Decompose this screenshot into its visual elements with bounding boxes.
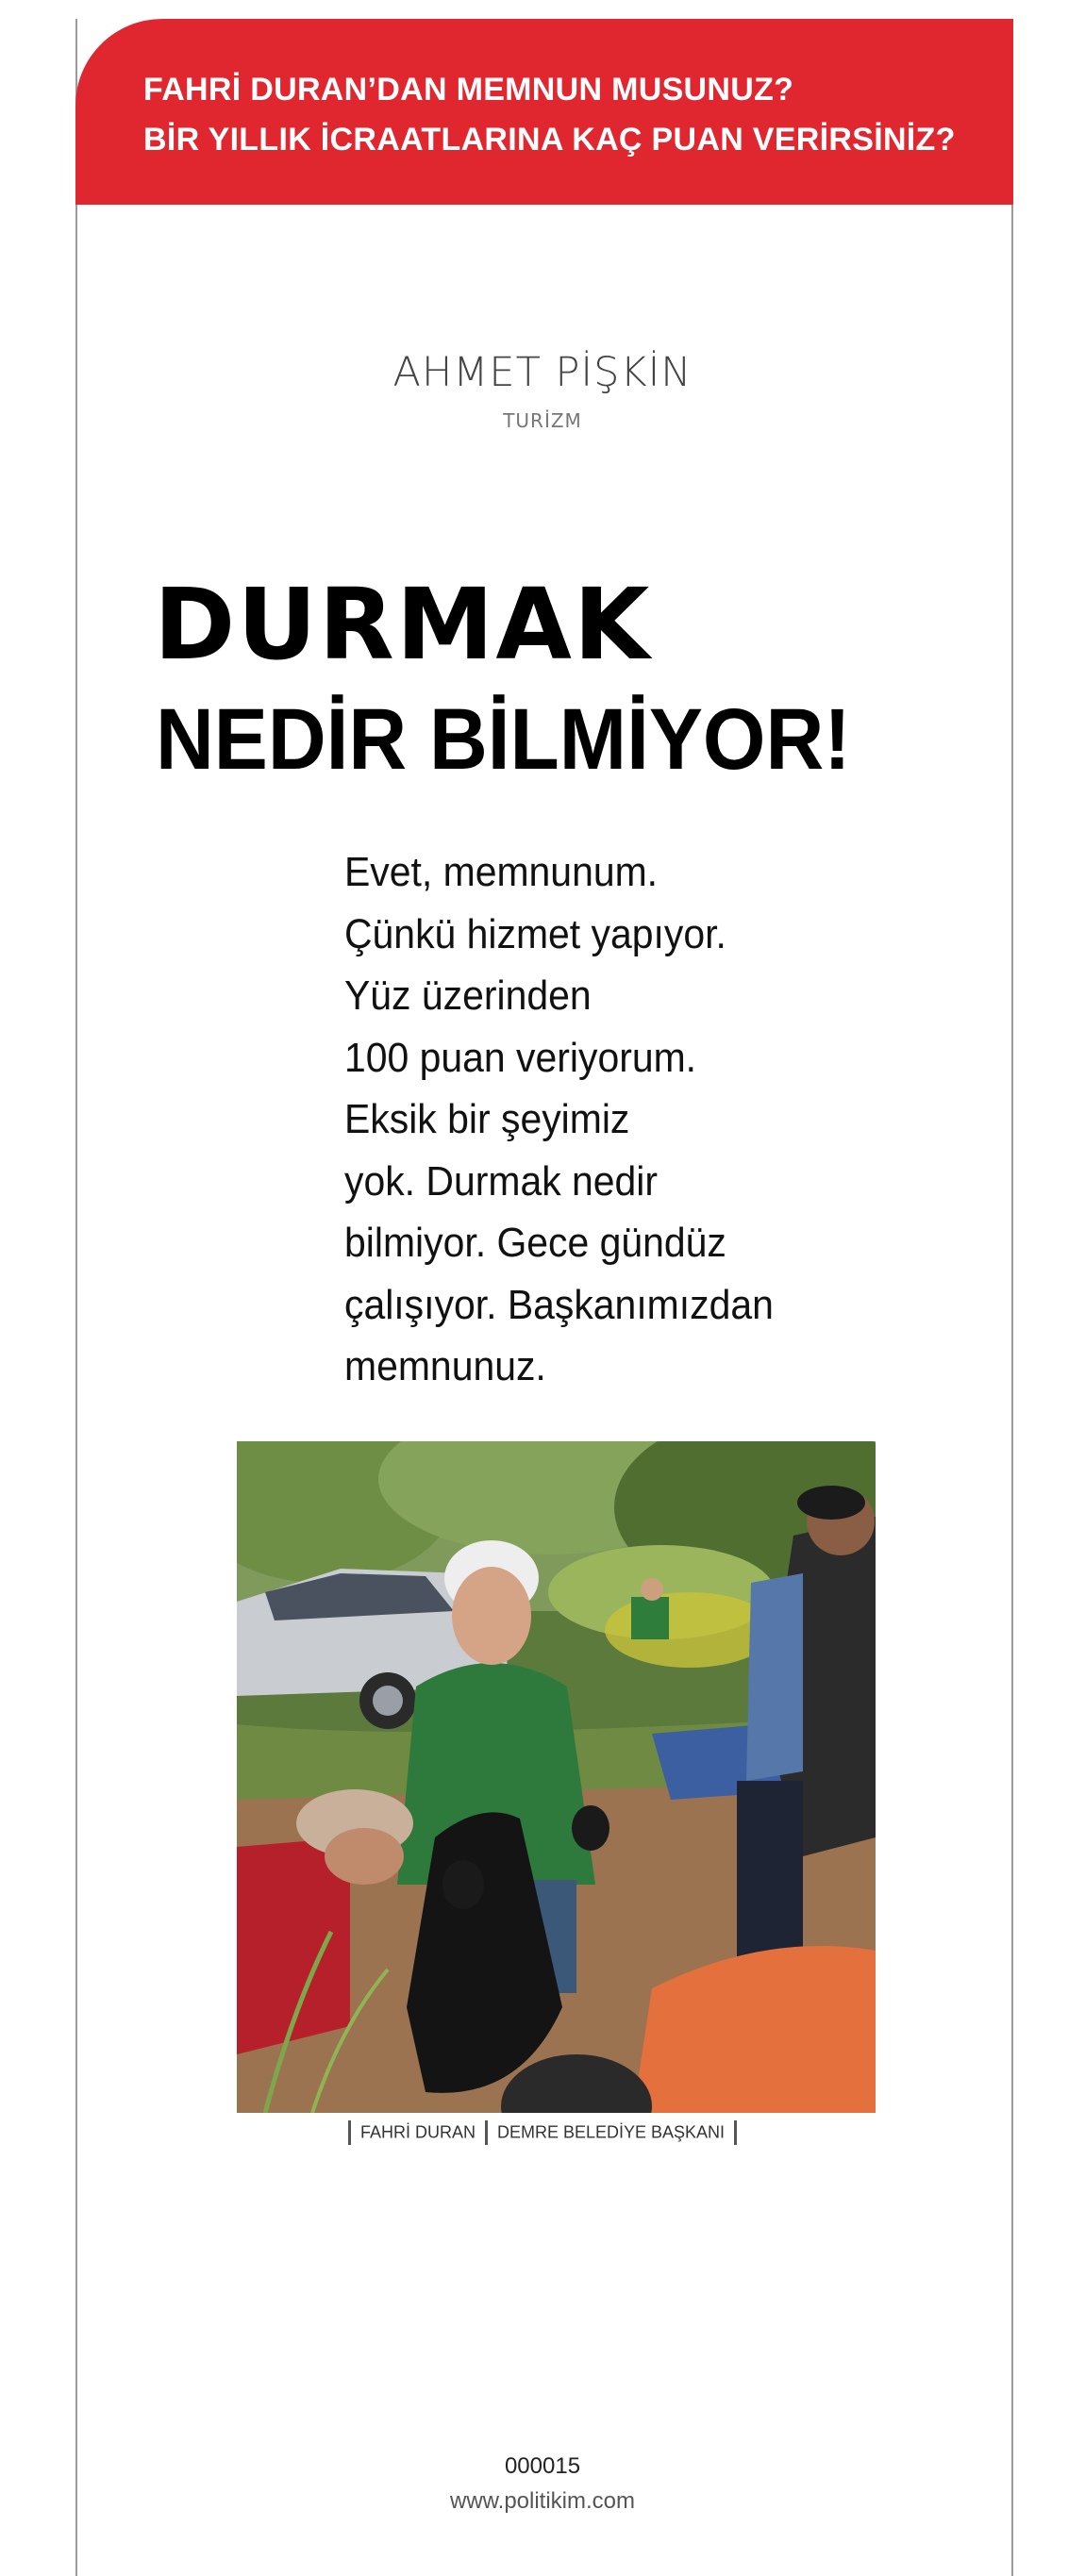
photo-caption — [0, 2120, 1085, 2145]
caption-divider — [348, 2120, 351, 2145]
headline-line-2: NEDİR BİLMİYOR! — [156, 691, 851, 788]
answer-line: çalışıyor. Başkanımızdan — [344, 1281, 774, 1328]
author-name: AHMET PİŞKİN — [392, 349, 693, 396]
answer-line: yok. Durmak nedir — [344, 1157, 659, 1205]
answer-line: Evet, memnunum. — [344, 849, 659, 895]
answer-line: 100 puan veriyorum. — [344, 1034, 697, 1081]
caption-divider — [485, 2120, 488, 2145]
page-number: 000015 — [504, 2453, 581, 2479]
author-occupation: TURİZM — [503, 409, 582, 432]
caption-divider — [734, 2120, 737, 2145]
answer-line: Yüz üzerinden — [344, 972, 592, 1019]
answer-line: bilmiyor. Gece gündüz — [344, 1220, 726, 1266]
question-line-2: BİR YILLIK İCRAATLARINA KAÇ PUAN VERİRSİNİZ? — [143, 122, 956, 158]
headline-line-1: DURMAK — [154, 567, 652, 682]
answer-text — [344, 841, 835, 1398]
website-link[interactable]: www.politikim.com — [449, 2488, 636, 2514]
caption-name: FAHRİ DURAN — [359, 2122, 476, 2142]
mayor-photo — [237, 1441, 876, 2113]
question-banner — [75, 19, 1013, 205]
answer-line: memnunuz. — [344, 1343, 546, 1389]
caption-title: DEMRE BELEDİYE BAŞKANI — [496, 2122, 726, 2142]
answer-line: Çünkü hizmet yapıyor. — [344, 910, 726, 957]
question-line-1: FAHRİ DURAN’DAN MEMNUN MUSUNUZ? — [143, 72, 794, 108]
answer-line: Eksik bir şeyimiz — [344, 1096, 630, 1142]
